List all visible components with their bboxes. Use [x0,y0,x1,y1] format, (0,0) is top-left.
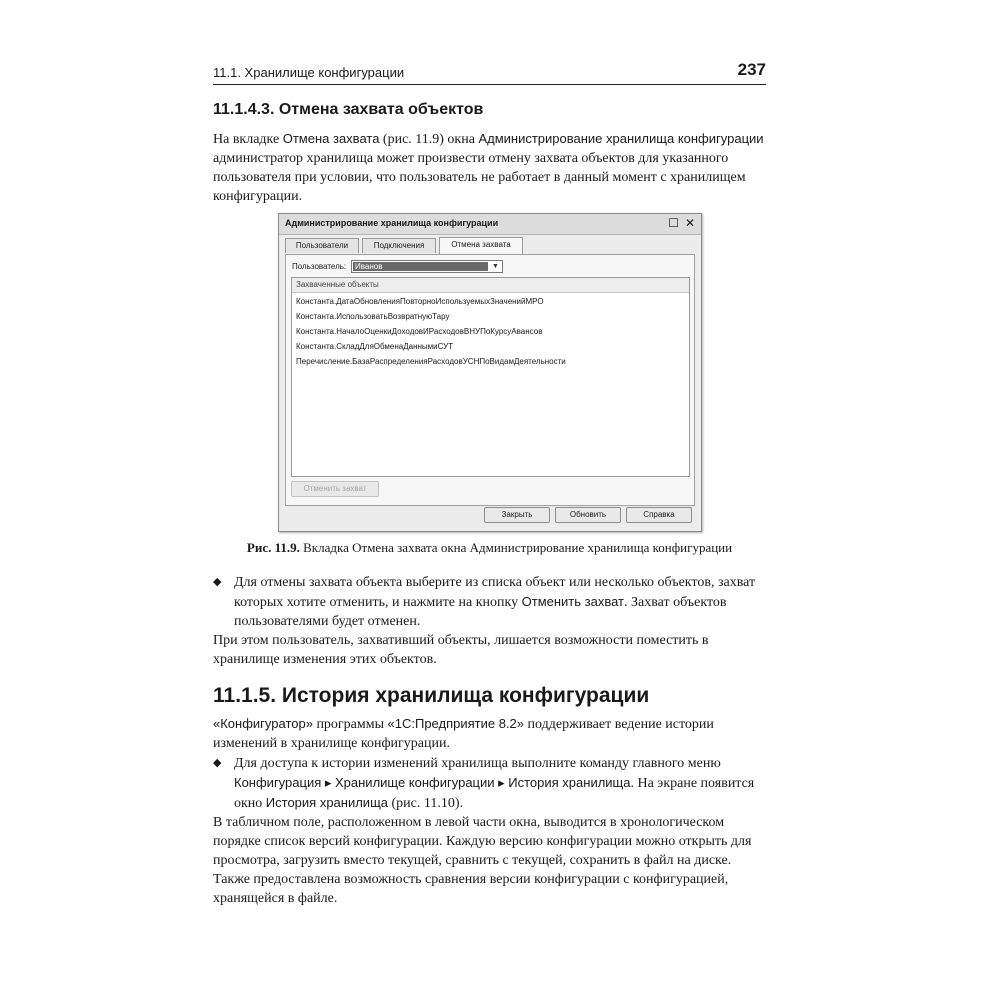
ui-term: История хранилища [265,795,388,810]
ui-term: «1С:Предприятие 8.2» [387,716,525,731]
figure-caption [213,540,766,556]
tab-users[interactable]: Пользователи [285,238,359,253]
captured-objects-list[interactable] [291,277,690,477]
cancel-capture-button[interactable]: Отменить захват [291,481,379,497]
text-run: . Захват объектов пользователями будет отменен. [234,595,727,629]
tab-connections[interactable]: Подключения [362,238,436,253]
list-item[interactable]: Константа.СкладДляОбменаДаннымиСУТ [296,342,454,351]
admin-storage-dialog [278,213,702,532]
close-button[interactable]: Закрыть [484,507,550,523]
running-header-title: 11.1. Хранилище конфигурации [213,65,405,80]
running-header [213,62,766,85]
ui-term: Отменить захват [521,594,624,609]
text-run: . На экране появится окно [234,776,755,811]
user-select[interactable] [351,260,503,273]
list-item[interactable]: Перечисление.БазаРаспределенияРасходовУСНПоВидамДеятельности [296,357,566,366]
bullet-text [234,754,766,813]
ui-term: Отмена захвата [282,131,380,146]
refresh-button[interactable]: Обновить [555,507,621,523]
history-intro-paragraph [213,714,766,753]
consequence-paragraph: При этом пользователь, захвативший объекты, лишается возможности поместить в хранилище изменения этих объектов. [213,633,709,667]
text-run: На вкладке [213,132,283,147]
tab-cancel-capture[interactable]: Отмена захвата [439,237,523,254]
section-heading-11-1-5: 11.1.5. История хранилища конфигурации [213,684,650,707]
list-item[interactable]: Константа.ДатаОбновленияПовторноИспользуемыхЗначенийМРО [296,297,544,306]
figure-caption-text: Вкладка Отмена захвата окна Администрирование хранилища конфигурации [299,540,733,555]
history-table-paragraph: В табличном поле, расположенном в левой части окна, выводится в хронологическом порядке список версий конфигурации. Каждую версию конфигурации можно открыть для просмотра, загрузить вместо текущей, сравнить с текущей, сохранить в файл на диске. Также предоставлена возможность сравнения версии конфигурации с конфигурацией, хранящейся в файле. [213,815,752,906]
user-label: Пользователь: [292,262,347,271]
text-run: (рис. 11.10). [388,796,464,811]
bullet-text [234,573,766,631]
text-run: (рис. 11.9) окна [379,132,479,147]
user-select-value: Иванов [353,262,488,271]
bullet-cancel-capture [213,573,766,630]
figure-label: Рис. 11.9. [246,540,300,555]
list-header: Захваченные объекты [292,278,689,293]
maximize-icon[interactable]: ☐ [668,216,679,230]
text-run: поддерживает ведение истории изменений в хранилище конфигурации. [213,717,714,751]
bullet-marker-icon: ◆ [213,576,222,588]
bullet-history-access [213,754,766,811]
text-run: Для доступа к истории изменений хранилища выполните команду главного меню [234,756,721,771]
section-heading-11-1-4-3: 11.1.4.3. Отмена захвата объектов [213,101,484,118]
intro-paragraph [213,129,766,206]
list-item[interactable]: Константа.НачалоОценкиДоходовИРасходовВНУПоКурсуАвансов [296,327,543,336]
text-run: администратор хранилища может произвести отмену захвата объектов для указанного пользователя при условии, что пользователь не работает в данный момент с хранилищем конфигурации. [213,151,746,204]
close-icon[interactable]: ✕ [684,216,695,230]
ui-term: Администрирование хранилища конфигурации [478,131,764,146]
text-run: программы [312,717,388,732]
ui-term: Конфигурация ▸ Хранилище конфигурации ▸ История хранилища [234,775,631,790]
chevron-down-icon[interactable]: ▼ [492,263,499,270]
help-button[interactable]: Справка [626,507,692,523]
bullet-marker-icon: ◆ [213,757,222,769]
list-item[interactable]: Константа.ИспользоватьВозвратнуюТару [296,312,450,321]
page-number: 237 [737,60,766,79]
dialog-title: Администрирование хранилища конфигурации [285,218,499,228]
dialog-title-bar [279,214,701,235]
tab-panel [285,254,695,506]
ui-term: «Конфигуратор» [213,716,313,731]
text-run: Для отмены захвата объекта выберите из списка объект или несколько объектов, захват которых хотите отменить, и нажмите на кнопку [234,575,756,610]
